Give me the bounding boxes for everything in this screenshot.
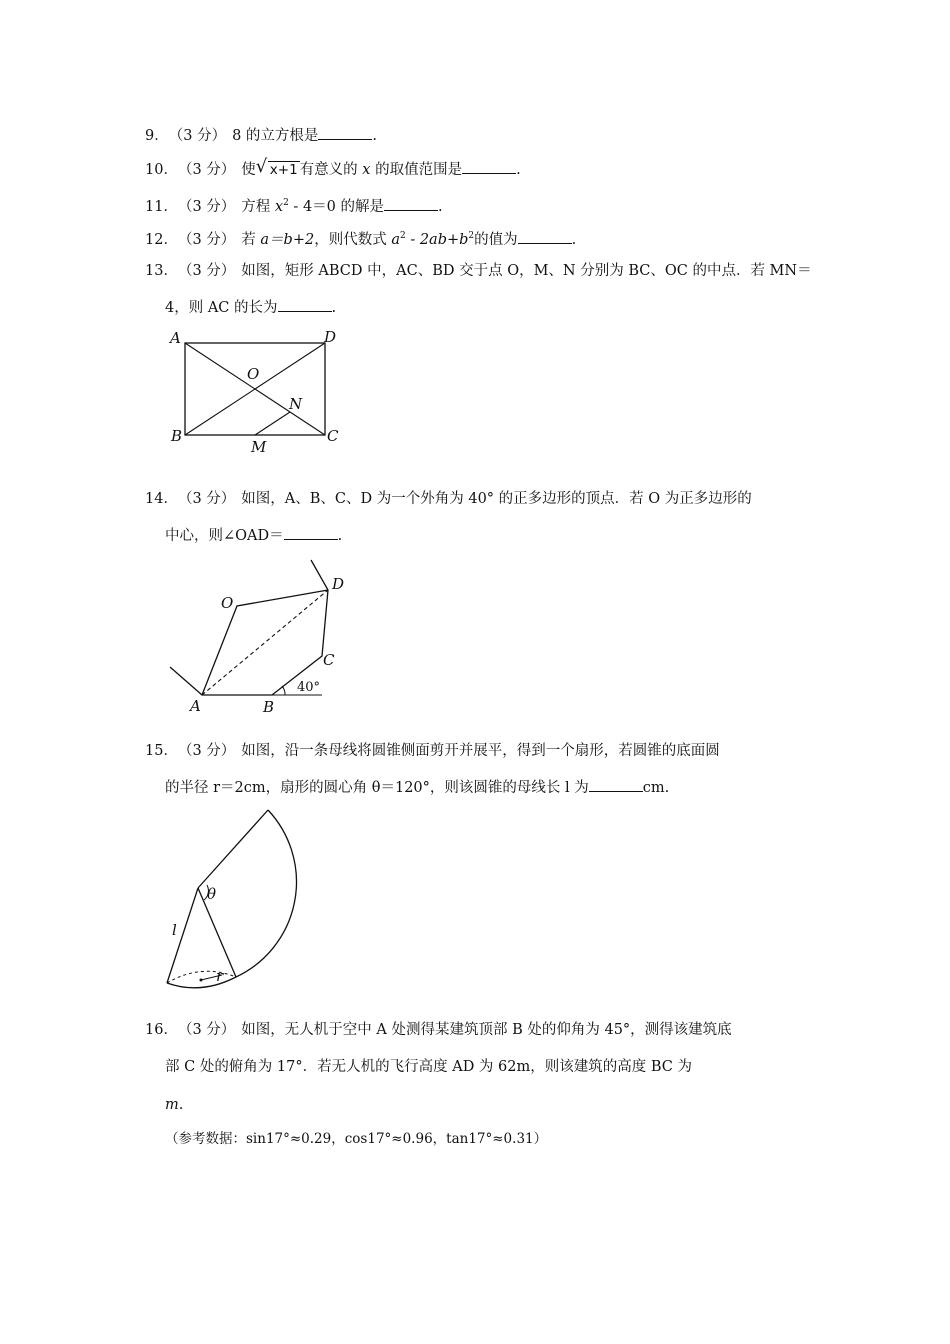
question-16 — [145, 1012, 815, 1049]
question-number: 14． — [145, 491, 178, 507]
score: （3 分） — [177, 1022, 236, 1038]
question-number: 13． — [145, 263, 178, 279]
label-A: A — [190, 697, 201, 715]
question-number: 10． — [145, 162, 178, 178]
answer-blank[interactable] — [518, 229, 572, 244]
label-theta: θ — [207, 885, 217, 903]
question-9: 9．（3 分） 8 的立方根是 . — [145, 118, 815, 155]
label-B: B — [263, 698, 275, 716]
question-text: 如图，无人机于空中 A 处测得某建筑顶部 B 处的仰角为 45°，测得该建筑底 — [241, 1022, 732, 1038]
question-number: 11． — [145, 199, 178, 215]
question-14 — [145, 481, 815, 518]
question-11: 11．（3 分） 方程 $x^2 - 4=0$ 的解是 . — [145, 185, 815, 226]
label-A: A — [170, 329, 181, 347]
label-r: r — [216, 967, 224, 985]
answer-blank[interactable] — [278, 297, 332, 312]
score: （3 分） — [177, 263, 236, 279]
answer-blank[interactable] — [318, 125, 372, 140]
rectangle-figure — [160, 325, 350, 460]
question-number: 15． — [145, 743, 178, 759]
question-13-line2: 4，则 AC 的长为 . — [165, 290, 336, 327]
question-number: 12． — [145, 232, 178, 248]
question-12: 12．（3 分） 若 a＝b+2，则代数式 $a^2 - 2ab+b^2$的值为 . — [145, 218, 815, 259]
label-C: C — [323, 651, 335, 669]
question-10: 10．（3 分） 使 √ x+1 有意义的 x 的取值范围是 . — [145, 152, 815, 189]
question-13 — [145, 253, 815, 290]
question-16-line3: m. — [165, 1097, 184, 1113]
label-angle: 40° — [297, 680, 321, 695]
score: （3 分） — [177, 743, 236, 759]
label-l: l — [172, 921, 177, 939]
question-15 — [145, 733, 815, 770]
polygon-figure — [165, 555, 365, 720]
score: （3 分） — [168, 128, 227, 144]
label-B: B — [171, 427, 183, 445]
question-text: 如图，沿一条母线将圆锥侧面剪开并展平，得到一个扇形，若圆锥的底面圆 — [241, 743, 720, 759]
score: （3 分） — [177, 162, 236, 178]
reference-data: （参考数据：sin17°≈0.29，cos17°≈0.96，tan17°≈0.31） — [165, 1131, 548, 1147]
label-D: D — [324, 328, 337, 346]
question-16-line2: 部 C 处的俯角为 17°．若无人机的飞行高度 AD 为 62m，则该建筑的高度 BC 为 — [165, 1059, 692, 1075]
answer-blank[interactable] — [462, 159, 516, 174]
question-number: 16． — [145, 1022, 178, 1038]
label-O: O — [221, 594, 234, 612]
label-D: D — [332, 575, 345, 593]
question-number: 9． — [145, 128, 169, 144]
question-text: 8 的立方根是 — [232, 128, 319, 144]
score: （3 分） — [177, 232, 236, 248]
score: （3 分） — [177, 491, 236, 507]
score: （3 分） — [177, 199, 236, 215]
question-text: 如图，A、B、C、D 为一个外角为 40° 的正多边形的顶点．若 O 为正多边形的 — [241, 491, 752, 507]
answer-blank[interactable] — [589, 777, 643, 792]
question-14-line2: 中心，则∠OAD＝ . — [165, 518, 342, 555]
label-O: O — [247, 365, 260, 383]
cone-figure — [160, 805, 340, 1000]
answer-blank[interactable] — [284, 525, 338, 540]
label-N: N — [289, 395, 303, 413]
answer-blank[interactable] — [384, 196, 438, 211]
sqrt-expression: √ x+1 — [255, 156, 298, 178]
question-text: 如图，矩形 ABCD 中，AC、BD 交于点 O，M、N 分别为 BC、OC 的中点．若 MN＝ — [241, 263, 812, 279]
label-C: C — [327, 427, 339, 445]
label-M: M — [251, 438, 267, 456]
question-15-line2: 的半径 r＝2cm，扇形的圆心角 θ＝120°，则该圆锥的母线长 l 为 cm. — [165, 770, 669, 807]
